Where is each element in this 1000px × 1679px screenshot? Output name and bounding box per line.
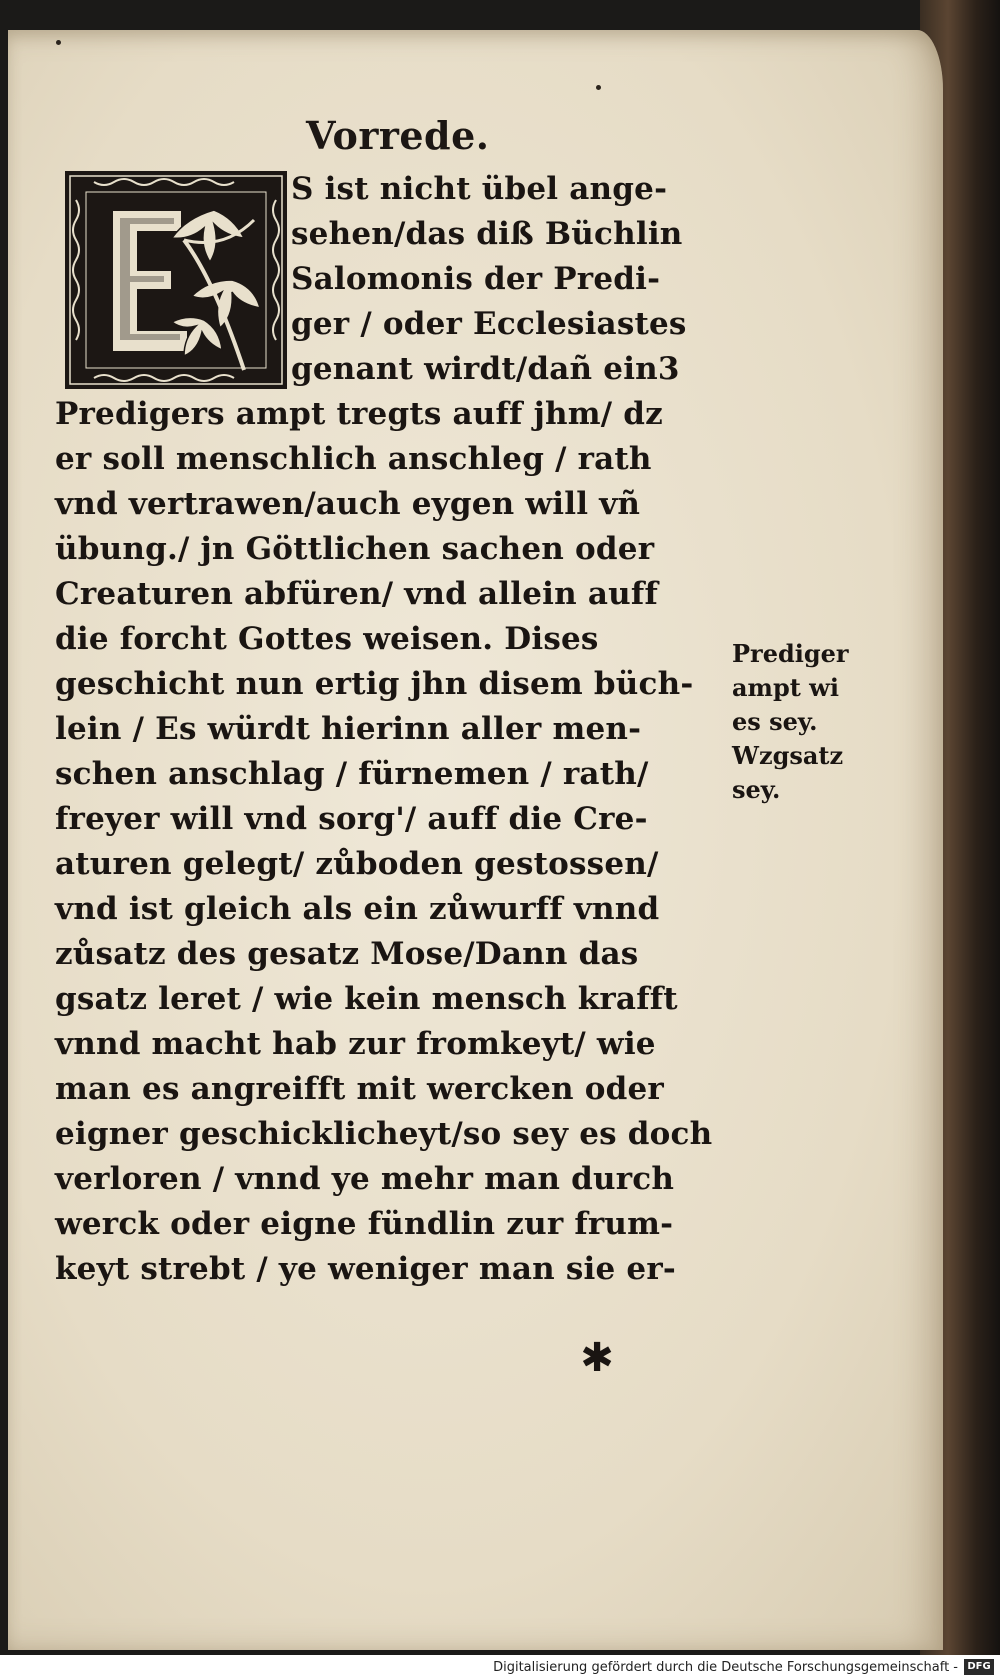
text-line: eigner geschicklicheyt/so sey es doch [55,1116,713,1152]
dfg-logo-icon: DFG [964,1659,994,1675]
page-heading: Vorrede. [306,113,490,158]
text-line: Creaturen abfüren/ vnd allein auff [55,576,658,612]
text-line: freyer will vnd sorg'/ auff die Cre- [55,801,648,837]
text-line: man es angreifft mit wercken oder [55,1071,664,1107]
text-line: genant wirdt/dañ ein3 [291,351,680,387]
margin-note-line: ampt wi [732,673,839,702]
text-line: er soll menschlich anschleg / rath [55,441,652,477]
text-line: aturen gelegt/ zůboden gestossen/ [55,846,659,882]
text-line: vnd ist gleich als ein zůwurff vnnd [55,891,660,927]
main-text [55,166,735,1336]
margin-note-line: Prediger [732,639,849,668]
text-line: sehen/das diß Büchlin [291,216,683,252]
text-line: schen anschlag / fürnemen / rath/ [55,756,649,792]
funding-notice: Digitalisierung gefördert durch die Deutsche Forschungsgemeinschaft - [493,1660,958,1675]
text-line: vnnd macht hab zur fromkeyt/ wie [55,1026,656,1062]
margin-note-line: sey. [732,775,781,804]
margin-note-line: Wzgsatz [732,741,844,770]
ink-speck [596,85,601,90]
text-line: Salomonis der Predi- [291,261,661,297]
text-line: S ist nicht übel ange- [291,171,668,207]
text-line: keyt strebt / ye weniger man sie er- [55,1251,676,1287]
margin-note-line: es sey. [732,707,818,736]
text-line: die forcht Gottes weisen. Dises [55,621,599,657]
text-line: übung./ jn Göttlichen sachen oder [55,531,655,567]
text-line: zůsatz des gesatz Mose/Dann das [55,936,639,972]
text-line: lein / Es würdt hierinn aller men- [55,711,642,747]
text-line: gsatz leret / wie kein mensch krafft [55,981,678,1017]
text-line: verloren / vnnd ye mehr man durch [55,1161,675,1197]
text-line: Predigers ampt tregts auff jhm/ dz [55,396,663,432]
text-line: werck oder eigne fündlin zur frum- [55,1206,674,1242]
signature-mark: ✱ [580,1335,614,1381]
margin-note [732,638,862,838]
text-line: vnd vertrawen/auch eygen will vñ [55,486,641,522]
text-line: ger / oder Ecclesiastes [291,306,687,342]
footer-bar [0,1655,1000,1679]
ink-speck [56,40,61,45]
text-line: geschicht nun ertig jhn disem büch- [55,666,694,702]
